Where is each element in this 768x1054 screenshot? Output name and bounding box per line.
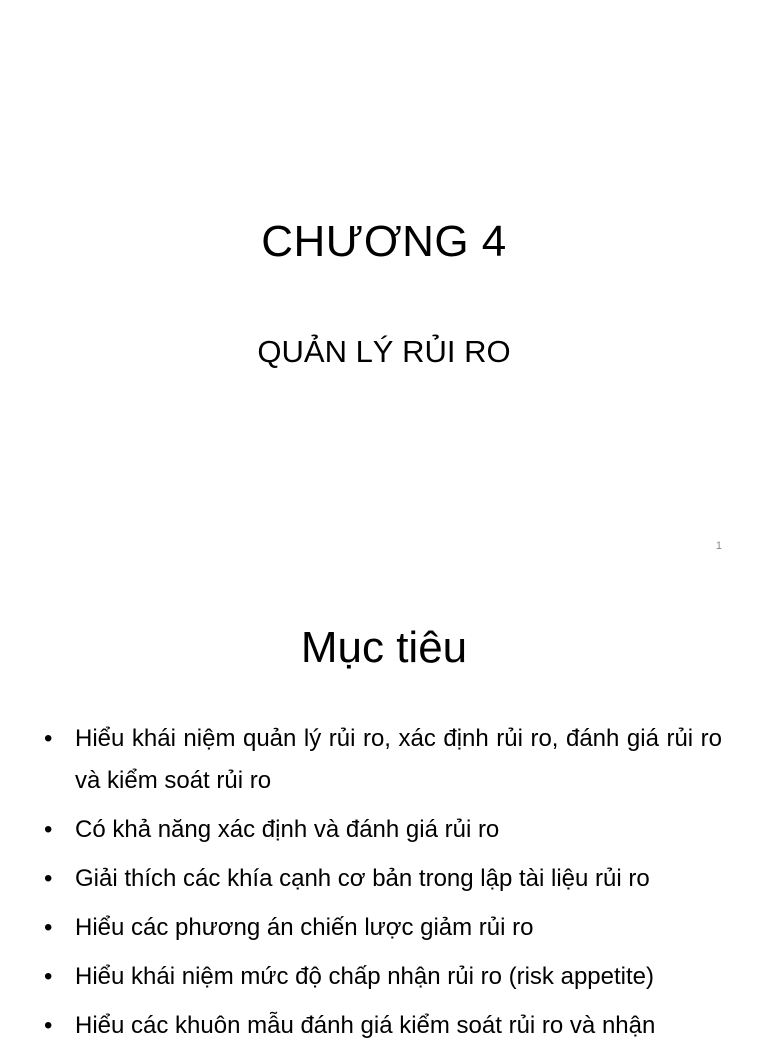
bullet-icon: •	[44, 1012, 53, 1039]
list-item	[44, 907, 722, 949]
list-item	[44, 1005, 722, 1047]
objectives-title: Mục tiêu	[300, 623, 468, 672]
objectives-list	[44, 718, 722, 1054]
list-item	[44, 956, 722, 998]
chapter-subtitle: QUẢN LÝ RỦI RO	[257, 334, 511, 369]
list-item-text: Hiểu các phương án chiến lược giảm rủi ro	[75, 914, 534, 941]
list-item-text: Có khả năng xác định và đánh giá rủi ro	[75, 816, 500, 843]
bullet-icon: •	[44, 963, 53, 990]
list-item	[44, 718, 722, 802]
bullet-icon: •	[44, 725, 53, 752]
list-item-text: Hiểu các khuôn mẫu đánh giá kiểm soát rủi ro và nhận	[75, 1012, 656, 1039]
list-item-text: Giải thích các khía cạnh cơ bản trong lập tài liệu rủi ro	[75, 865, 650, 892]
list-item	[44, 858, 722, 900]
chapter-title: CHƯƠNG 4	[261, 217, 507, 266]
page-number: 1	[715, 540, 722, 552]
list-item-text: Hiểu khái niệm mức độ chấp nhận rủi ro (risk appetite)	[75, 963, 654, 990]
list-item-text: Hiểu khái niệm quản lý rủi ro, xác định rủi ro, đánh giá rủi ro và kiểm soát rủi ro	[75, 725, 722, 794]
list-item	[44, 809, 722, 851]
bullet-icon: •	[44, 914, 53, 941]
bullet-icon: •	[44, 865, 53, 892]
slide-2	[0, 576, 768, 1039]
bullet-icon: •	[44, 816, 53, 843]
